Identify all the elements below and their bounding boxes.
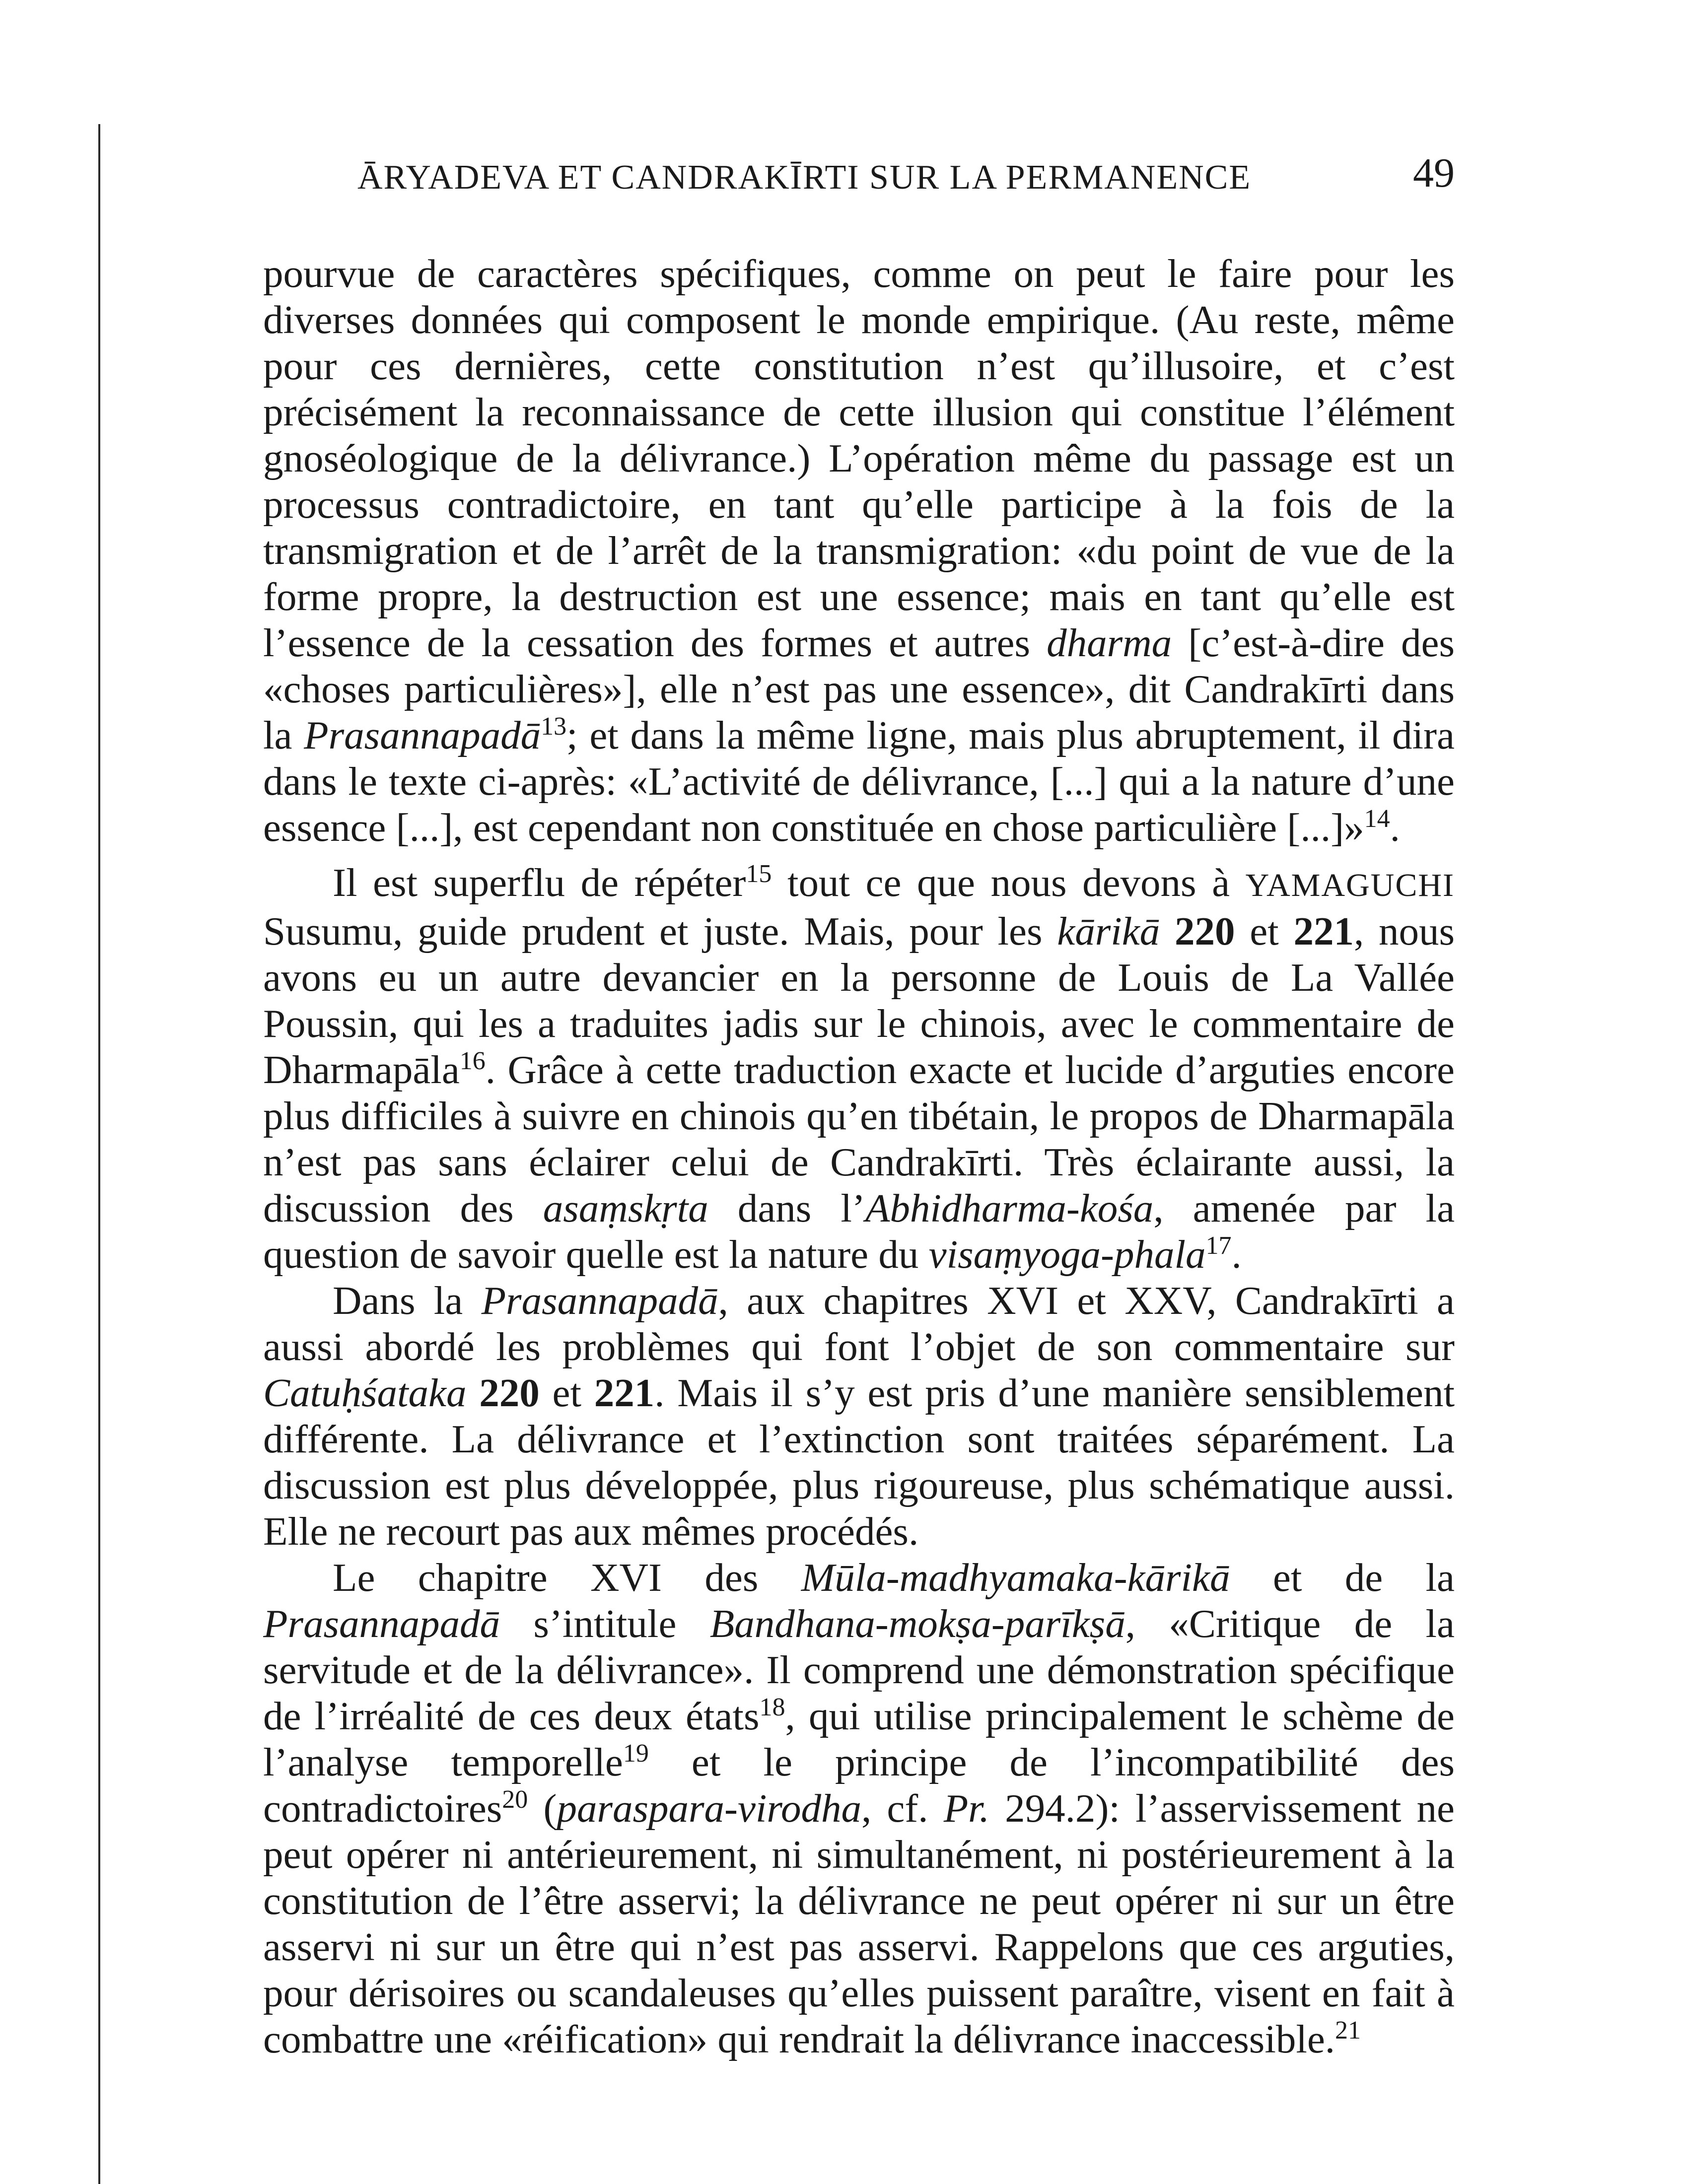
page-header [263,149,1455,208]
italic-term: paraspara-virodha [557,1786,861,1831]
italic-term: Pr. [943,1786,989,1831]
paragraph: Dans la Prasannapadā, aux chapitres XVI et XXV, Candrakīrti a aussi abordé les problèmes qui font l’objet de son commentaire sur Catuḥśataka 220 et 221. Mais il s’y est pris d’une manière sensiblement différente. La délivrance et l’extinction sont traitées séparément. La discussion est plus développée, plus rigoureuse, plus schématique aussi. Elle ne recourt pas aux mêmes procédés. [263,1278,1455,1554]
small-caps-name: YAMAGUCHI [1245,867,1455,903]
body-text [263,251,1455,2184]
italic-term: Catuḥśataka [263,1370,467,1415]
page-number: 49 [1413,150,1455,196]
italic-term: Abhidharma-kośa [865,1186,1154,1230]
italic-term: Prasannapadā [304,713,541,757]
italic-term: Prasannapadā [263,1601,500,1646]
footnote-ref: 16 [459,1047,486,1075]
bold-number: 221 [1293,909,1354,954]
footnote-ref: 19 [623,1739,649,1768]
paragraph: pourvue de caractères spécifiques, comme on peut le faire pour les diverses données qui composent le monde empirique. (Au reste, même pour ces dernières, cette constitution n’est qu’illusoire, et c’est précisément la reconnaissance de cette illusion qui constitue l’élément gnoséologique de la délivrance.) L’opération même du passage est un processus contradictoire, en tant qu’elle participe à la fois de la transmigration et de l’arrêt de la transmigration: «du point de vue de la forme propre, la destruction est une essence; mais en tant qu’elle est l’essence de la cessation des formes et autres dharma [c’est-à-dire des «choses particulières»], elle n’est pas une essence», dit Candrakīrti dans la Prasannapadā$^{13}$; et dans la même ligne, mais plus abruptement, il dira dans le texte ci-après: «L’activité de délivrance, [...] qui a la nature d’une essence [...], est cependant non constituée en chose particulière [...]»$^{14}$. [263,251,1455,850]
italic-term: visaṃyoga-phala [928,1232,1206,1277]
italic-term: Mūla-madhyamaka-kārikā [801,1555,1230,1600]
bold-number: 221 [594,1370,655,1415]
bold-number: 220 [479,1370,540,1415]
running-title: ĀRYADEVA ET CANDRAKĪRTI SUR LA PERMANENCE [357,158,1252,197]
footnote-ref: 18 [759,1693,785,1721]
paragraph: Le chapitre XVI des Mūla-madhyamaka-kārikā et de la Prasannapadā s’intitule Bandhana-mokṣa-parīkṣā, «Critique de la servitude et de la délivrance». Il comprend une démonstration spécifique de l’irréalité de ces deux états$^{18}$, qui utilise principalement le schème de l’analyse temporelle$^{19}$ et le principe de l’incompatibilité des contradictoires$^{20}$ (paraspara-virodha, cf. Pr. 294.2): l’asservissement ne peut opérer ni antérieurement, ni simultanément, ni postérieurement à la constitution de l’être asservi; la délivrance ne peut opérer ni sur un être asservi ni sur un être qui n’est pas asservi. Rappelons que ces arguties, pour dérisoires ou scandaleuses qu’elles puissent paraître, visent en fait à combattre une «réification» qui rendrait la délivrance inaccessible.$^{21}$ [263,1555,1455,2061]
italic-term: Bandhana-mokṣa-parīkṣā [709,1601,1125,1646]
footnote-ref: 14 [1364,805,1390,833]
paragraph: Il est superflu de répéter$^{15}$ tout ce que nous devons à YAMAGUCHI Susumu, guide prudent et juste. Mais, pour les kārikā 220 et 221, nous avons eu un autre devancier en la personne de Louis de La Vallée Poussin, qui les a traduites jadis sur le chinois, avec le commentaire de Dharmapāla$^{16}$. Grâce à cette traduction exacte et lucide d’arguties encore plus difficiles à suivre en chinois qu’en tibétain, le propos de Dharmapāla n’est pas sans éclairer celui de Candrakīrti. Très éclairante aussi, la discussion des asaṃskṛta dans l’Abhidharma-kośa, amenée par la question de savoir quelle est la nature du visaṃyoga-phala$^{17}$. [263,860,1455,1277]
italic-term: kārikā [1057,909,1160,954]
italic-term: Prasannapadā [481,1278,718,1323]
italic-term: asaṃskṛta [543,1186,708,1230]
footnote-ref: 21 [1335,2016,1361,2045]
footnote-ref: 15 [746,860,772,888]
footnote-ref: 20 [502,1785,528,1814]
italic-term: dharma [1047,620,1172,665]
bold-number: 220 [1174,909,1235,954]
footnote-ref: 17 [1205,1231,1232,1260]
footnote-ref: 13 [541,712,567,741]
left-margin-rule [98,124,100,2184]
